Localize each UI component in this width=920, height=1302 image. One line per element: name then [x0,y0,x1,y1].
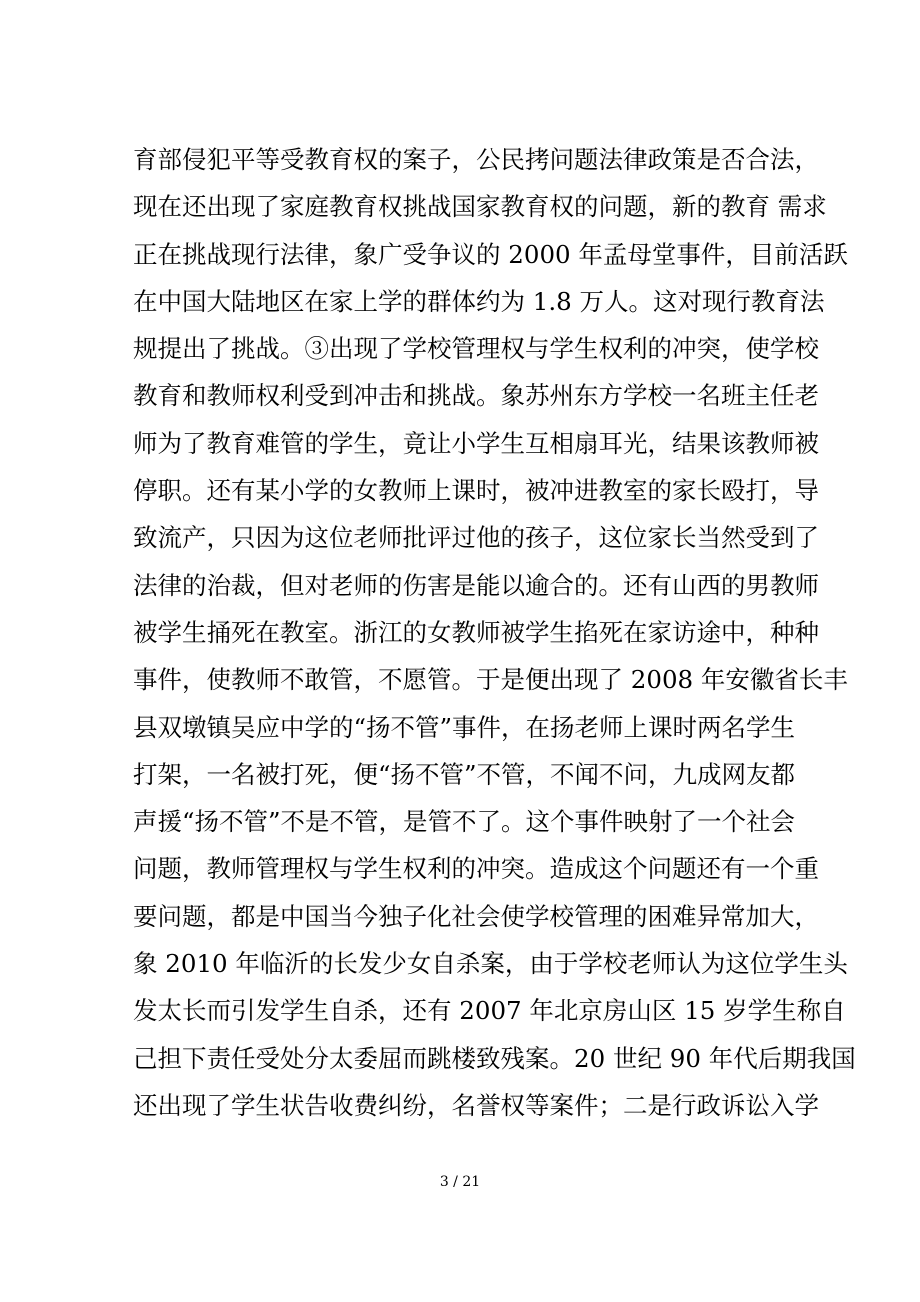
text-line: 被学生捅死在教室。浙江的女教师被学生掐死在家访途中，种种 [133,617,819,647]
page-number: 3 / 21 [439,1174,481,1190]
text-line: 在中国大陆地区在家上学的群体约为 1.8 万人。这对现行教育法 [133,286,825,316]
document-body [133,136,856,1129]
text-line: 象 2010 年临沂的长发少女自杀案，由于学校老师认为这位学生头 [133,949,848,979]
text-line: 规提出了挑战。③出现了学校管理权与学生权利的冲突，使学校 [133,334,819,364]
text-line: 事件，使教师不敢管，不愿管。于是便出现了 2008 年安徽省长丰 [133,665,848,695]
text-line: 停职。还有某小学的女教师上课时，被冲进教室的家长殴打，导 [133,476,819,506]
text-line: 还出现了学生状告收费纠纷，名誉权等案件；二是行政诉讼入学 [133,1090,819,1120]
text-line: 要问题，都是中国当今独子化社会使学校管理的困难异常加大， [133,901,819,931]
text-line: 法律的治裁，但对老师的伤害是能以逾合的。还有山西的男教师 [133,570,819,600]
text-line: 声援“扬不管”不是不管，是管不了。这个事件映射了一个社会 [133,807,796,837]
text-line: 打架，一名被打死，便“扬不管”不管，不闻不问，九成网友都 [133,759,796,789]
text-line: 育部侵犯平等受教育权的案子，公民拷问题法律政策是否合法， [133,145,819,174]
text-line: 己担下责任受处分太委屈而跳楼致残案。20 世纪 90 年代后期我国 [133,1043,856,1073]
text-line: 发太长而引发学生自杀，还有 2007 年北京房山区 15 岁学生称自 [133,996,846,1026]
text-line: 教育和教师权利受到冲击和挑战。象苏州东方学校一名班主任老 [133,381,819,411]
text-line: 致流产，只因为这位老师批评过他的孩子，这位家长当然受到了 [133,523,819,553]
text-line: 现在还出现了家庭教育权挑战国家教育权的问题，新的教育 需求 [133,192,827,222]
text-line: 县双墩镇吴应中学的“扬不管”事件，在扬老师上课时两名学生 [133,712,796,742]
text-line: 问题，教师管理权与学生权利的冲突。造成这个问题还有一个重 [133,854,819,884]
text-line: 师为了教育难管的学生，竟让小学生互相扇耳光，结果该教师被 [133,428,819,458]
text-line: 正在挑战现行法律，象广受争议的 2000 年孟母堂事件，目前活跃 [133,239,848,269]
